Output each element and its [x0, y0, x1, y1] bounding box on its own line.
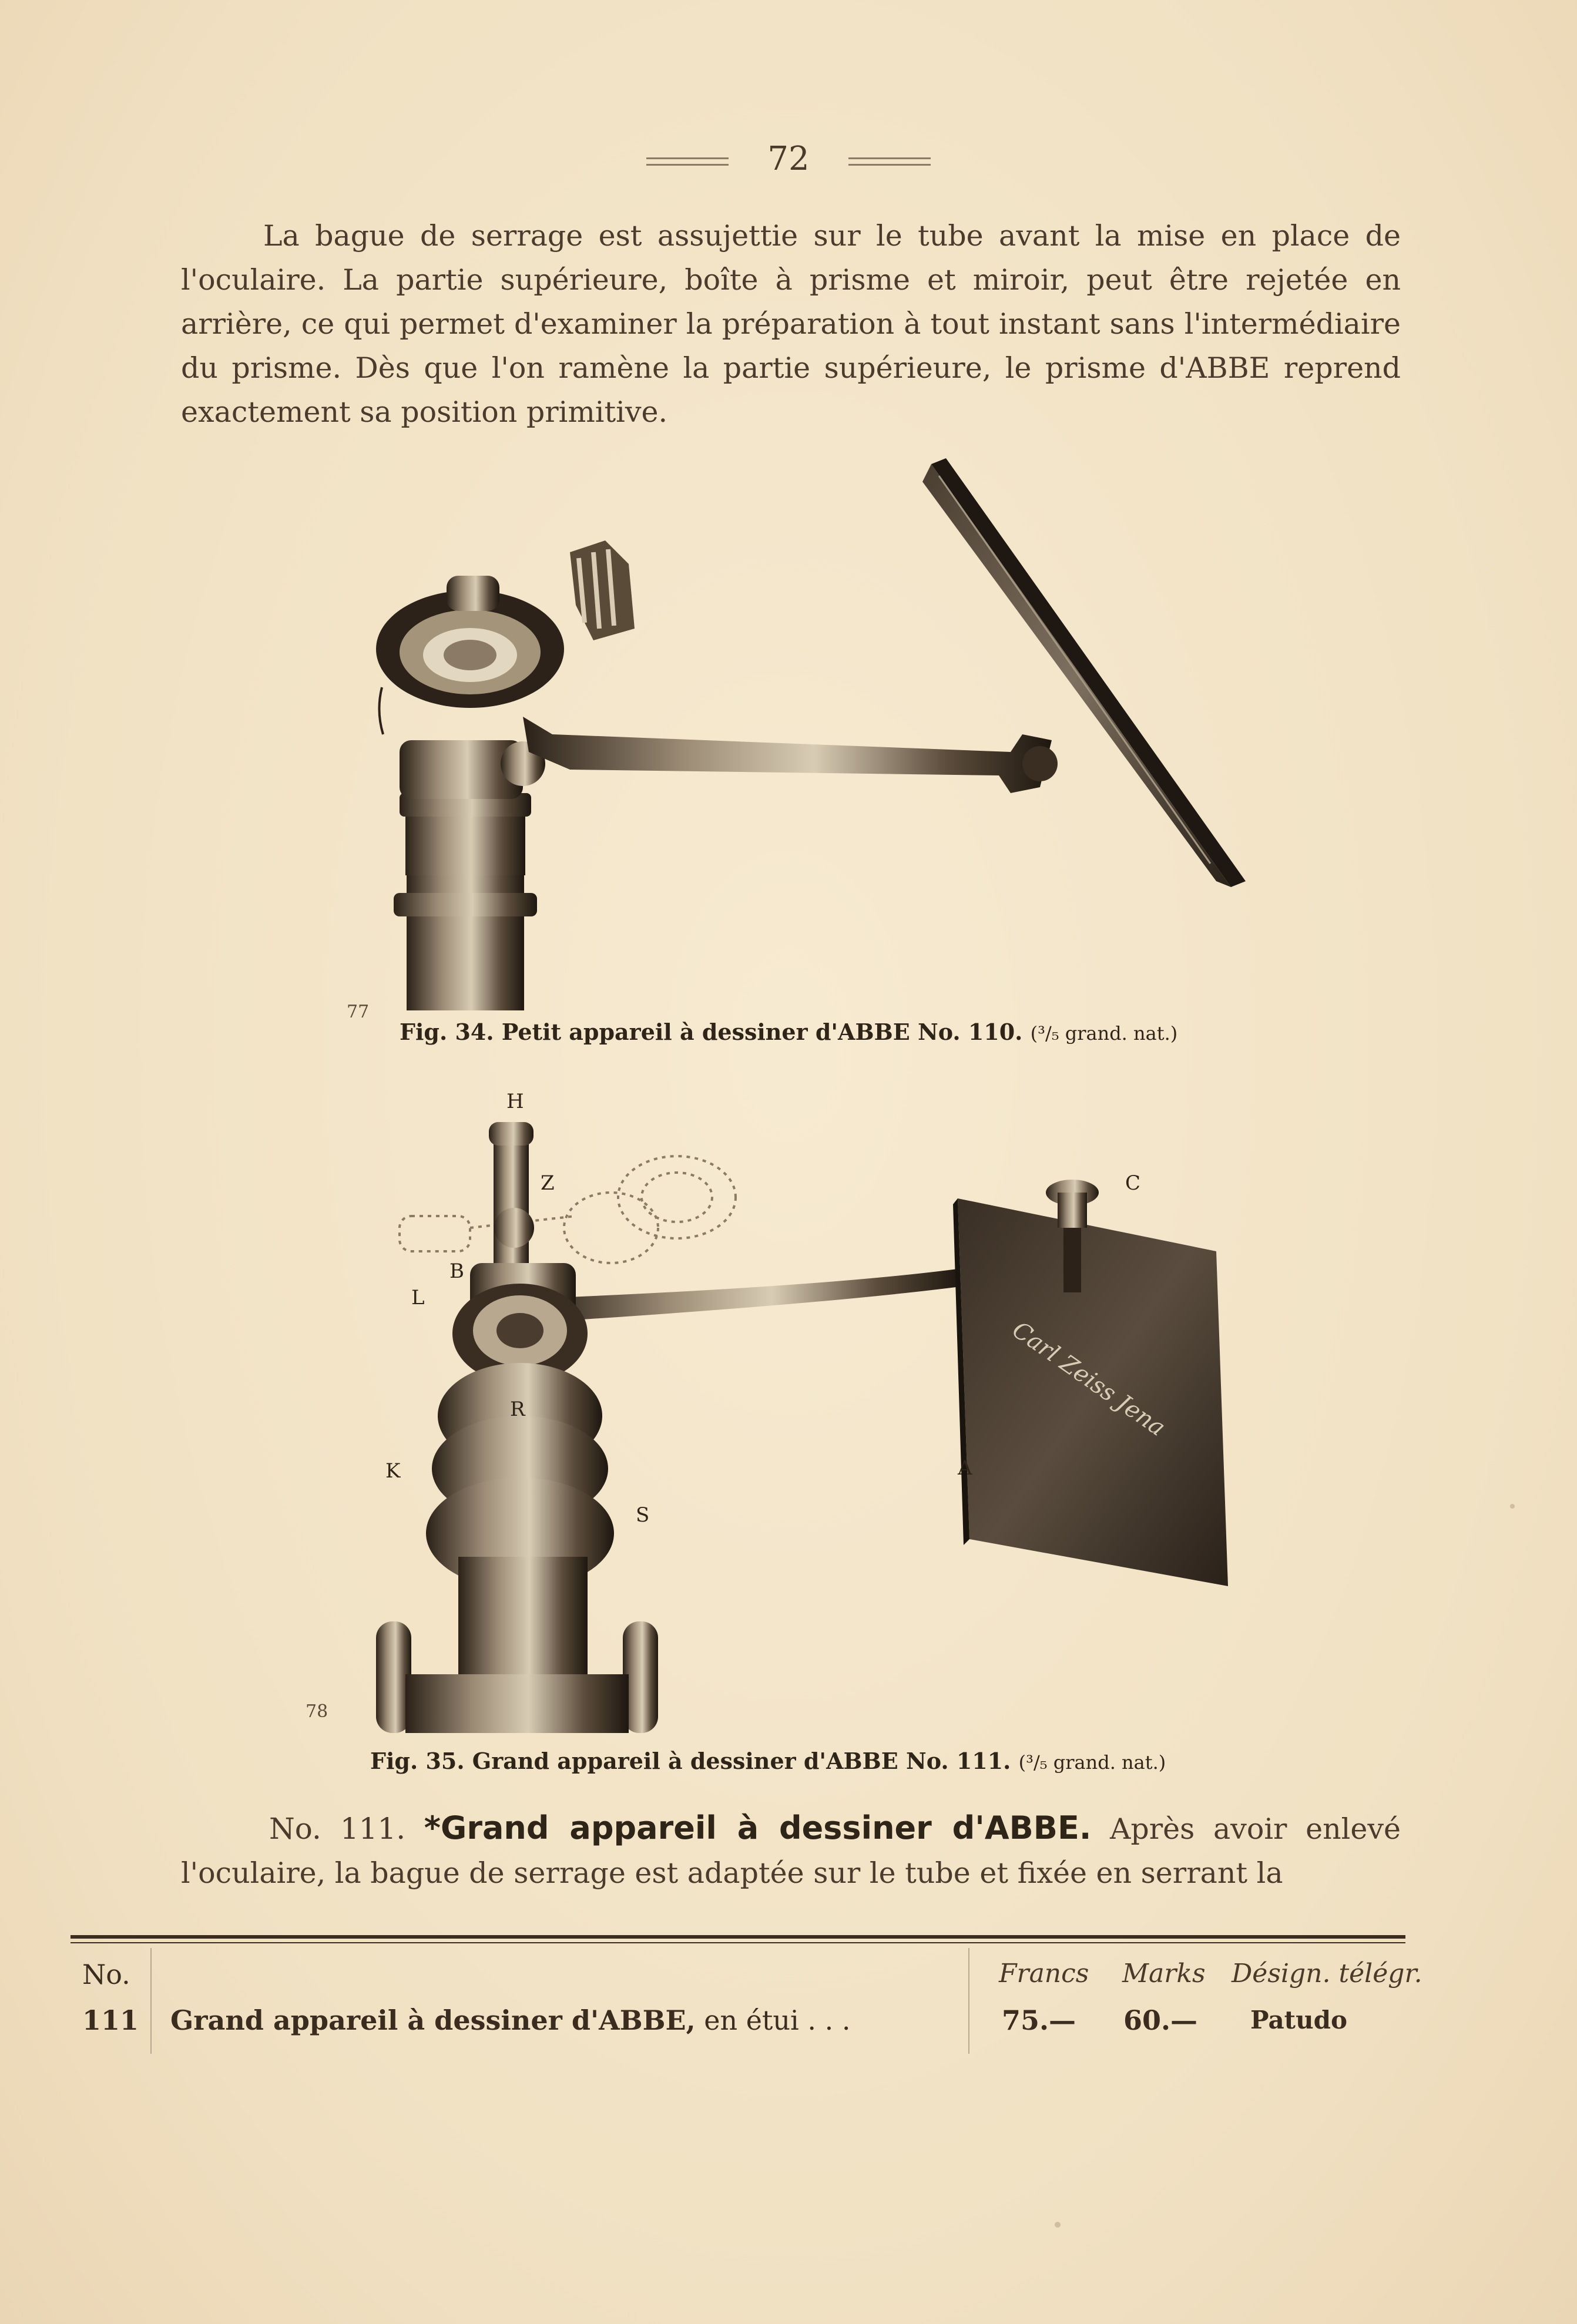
header-francs: Francs — [999, 1959, 1089, 1989]
paragraph-2-title: *Grand appareil à dessiner d'ABBE. — [424, 1809, 1092, 1846]
table-divider-price — [968, 1948, 969, 2054]
figure-1-number: 77 — [347, 1002, 370, 1022]
figure-2-caption-text: Fig. 35. Grand appareil à dessiner d'ABBE No. 111. — [370, 1748, 1011, 1774]
paper-spot — [1055, 2222, 1061, 2228]
paragraph-2-text: Après avoir enlevé l'oculaire, la bague de serrage est adaptée sur le tube et fixée en serrant la — [181, 1812, 1401, 1890]
paragraph-2 — [181, 1806, 1401, 1895]
row-name-bold: Grand appareil à dessiner d'ABBE, — [170, 2004, 696, 2036]
figure-1-scale: (³/₅ grand. nat.) — [1030, 1022, 1178, 1045]
petit-appareil-illustration — [376, 458, 1246, 1010]
page-number: 72 — [767, 140, 810, 178]
row-no: 111 — [82, 2004, 139, 2036]
paragraph-2-number: No. 111. — [269, 1812, 406, 1846]
header-telegraph: Désign. télégr. — [1232, 1959, 1422, 1989]
row-francs: 75.— — [1002, 2004, 1076, 2036]
label-s: S — [636, 1503, 650, 1527]
label-r: R — [510, 1398, 525, 1421]
figure-34 — [376, 458, 1246, 1010]
label-h: H — [506, 1090, 524, 1113]
figure-2-caption — [370, 1748, 1166, 1774]
table-top-rule — [71, 1935, 1405, 1939]
header-no: No. — [82, 1959, 130, 1990]
row-name — [170, 2004, 850, 2036]
header-marks: Marks — [1122, 1959, 1206, 1989]
header-ornament-right — [848, 157, 931, 166]
mirror-engraving: Carl Zeiss Jena — [1007, 1316, 1170, 1442]
label-k: K — [385, 1459, 401, 1483]
table-top-rule-thin — [71, 1942, 1405, 1943]
label-z: Z — [541, 1171, 555, 1195]
row-telegraph: Patudo — [1250, 2006, 1347, 2034]
grand-appareil-illustration — [353, 1087, 1257, 1733]
row-marks: 60.— — [1123, 2004, 1198, 2036]
label-a: A — [958, 1456, 972, 1480]
label-l: L — [411, 1286, 425, 1309]
label-b: B — [449, 1260, 464, 1283]
paragraph-1: La bague de serrage est assujettie sur le tube avant la mise en place de l'oculaire. La partie supérieure, boîte à prisme et miroir, peut être rejetée en arrière, ce qui permet d'examiner la préparation à tout instant sans l'intermédiaire du prisme. Dès que l'on ramène la partie supérieure, le prisme d'ABBE reprend exactement sa position primitive. — [181, 219, 1401, 429]
figure-1-caption-text: Fig. 34. Petit appareil à dessiner d'ABBE No. 110. — [400, 1019, 1023, 1045]
row-name-rest: en étui . . . — [704, 2004, 851, 2036]
table-divider-no — [150, 1948, 152, 2054]
label-c: C — [1125, 1171, 1141, 1195]
figure-2-scale: (³/₅ grand. nat.) — [1018, 1751, 1166, 1774]
paper-spot — [1510, 1504, 1515, 1509]
figure-35 — [353, 1087, 1257, 1733]
figure-1-caption — [400, 1019, 1177, 1045]
figure-2-number: 78 — [306, 1701, 328, 1722]
